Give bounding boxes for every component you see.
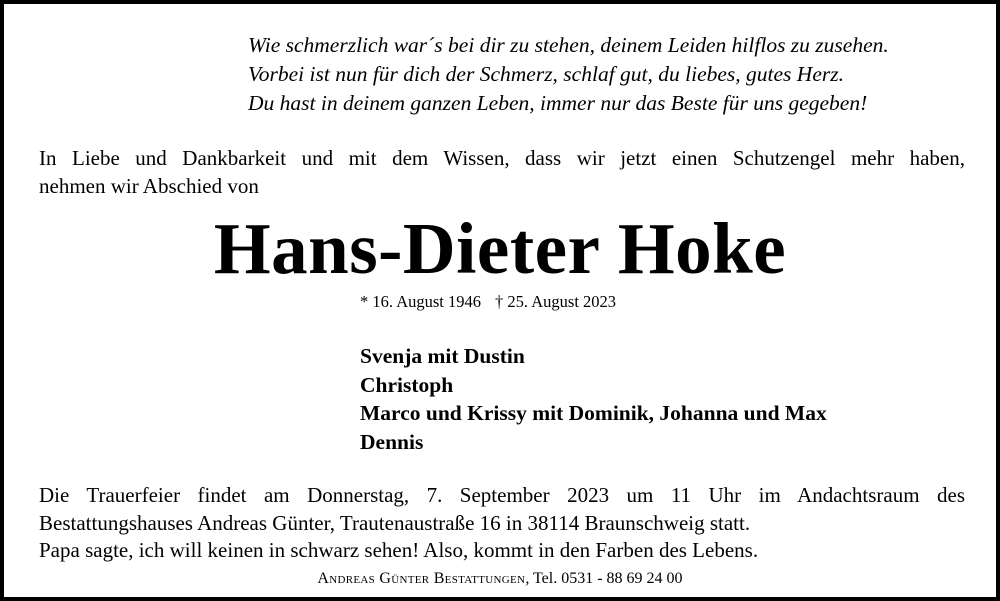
intro-line: In Liebe und Dankbarkeit und mit dem Wissen, dass wir jetzt einen Schutzengel mehr haben,	[39, 146, 965, 170]
ceremony-line: Die Trauerfeier findet am Donnerstag, 7. September 2023 um 11 Uhr im Andachtsraum des	[39, 483, 965, 507]
family-member: Christoph	[360, 372, 454, 397]
deceased-name: Hans-Dieter Hoke	[213, 208, 787, 289]
funeral-home-phone: , Tel. 0531 - 88 69 24 00	[525, 570, 683, 587]
intro-text	[39, 144, 965, 200]
poem-line: Vorbei ist nun für dich der Schmerz, schlaf gut, du liebes, gutes Herz.	[248, 62, 844, 86]
funeral-home-footer	[4, 569, 996, 589]
family-member: Marco und Krissy mit Dominik, Johanna und Max	[360, 401, 827, 425]
death-date: † 25. August 2023	[495, 292, 617, 311]
family-member: Dennis	[360, 429, 424, 454]
ceremony-info	[39, 482, 965, 565]
funeral-home-name: Andreas Günter Bestattungen	[317, 570, 526, 587]
ceremony-line: Bestattungshauses Andreas Günter, Trautenaustraße 16 in 38114 Braunschweig statt.	[39, 510, 751, 535]
birth-date: * 16. August 1946	[360, 292, 482, 311]
life-dates	[360, 291, 616, 313]
intro-line: nehmen wir Abschied von	[39, 174, 259, 198]
ceremony-line: Papa sagte, ich will keinen in schwarz sehen! Also, kommt in den Farben des Lebens.	[39, 538, 759, 562]
poem-line: Wie schmerzlich war´s bei dir zu stehen, deinem Leiden hilflos zu zusehen.	[248, 33, 889, 57]
poem-line: Du hast in deinem ganzen Leben, immer nur das Beste für uns gegeben!	[248, 91, 868, 115]
family-list	[360, 342, 827, 456]
family-member: Svenja mit Dustin	[360, 344, 525, 368]
poem	[248, 31, 889, 118]
